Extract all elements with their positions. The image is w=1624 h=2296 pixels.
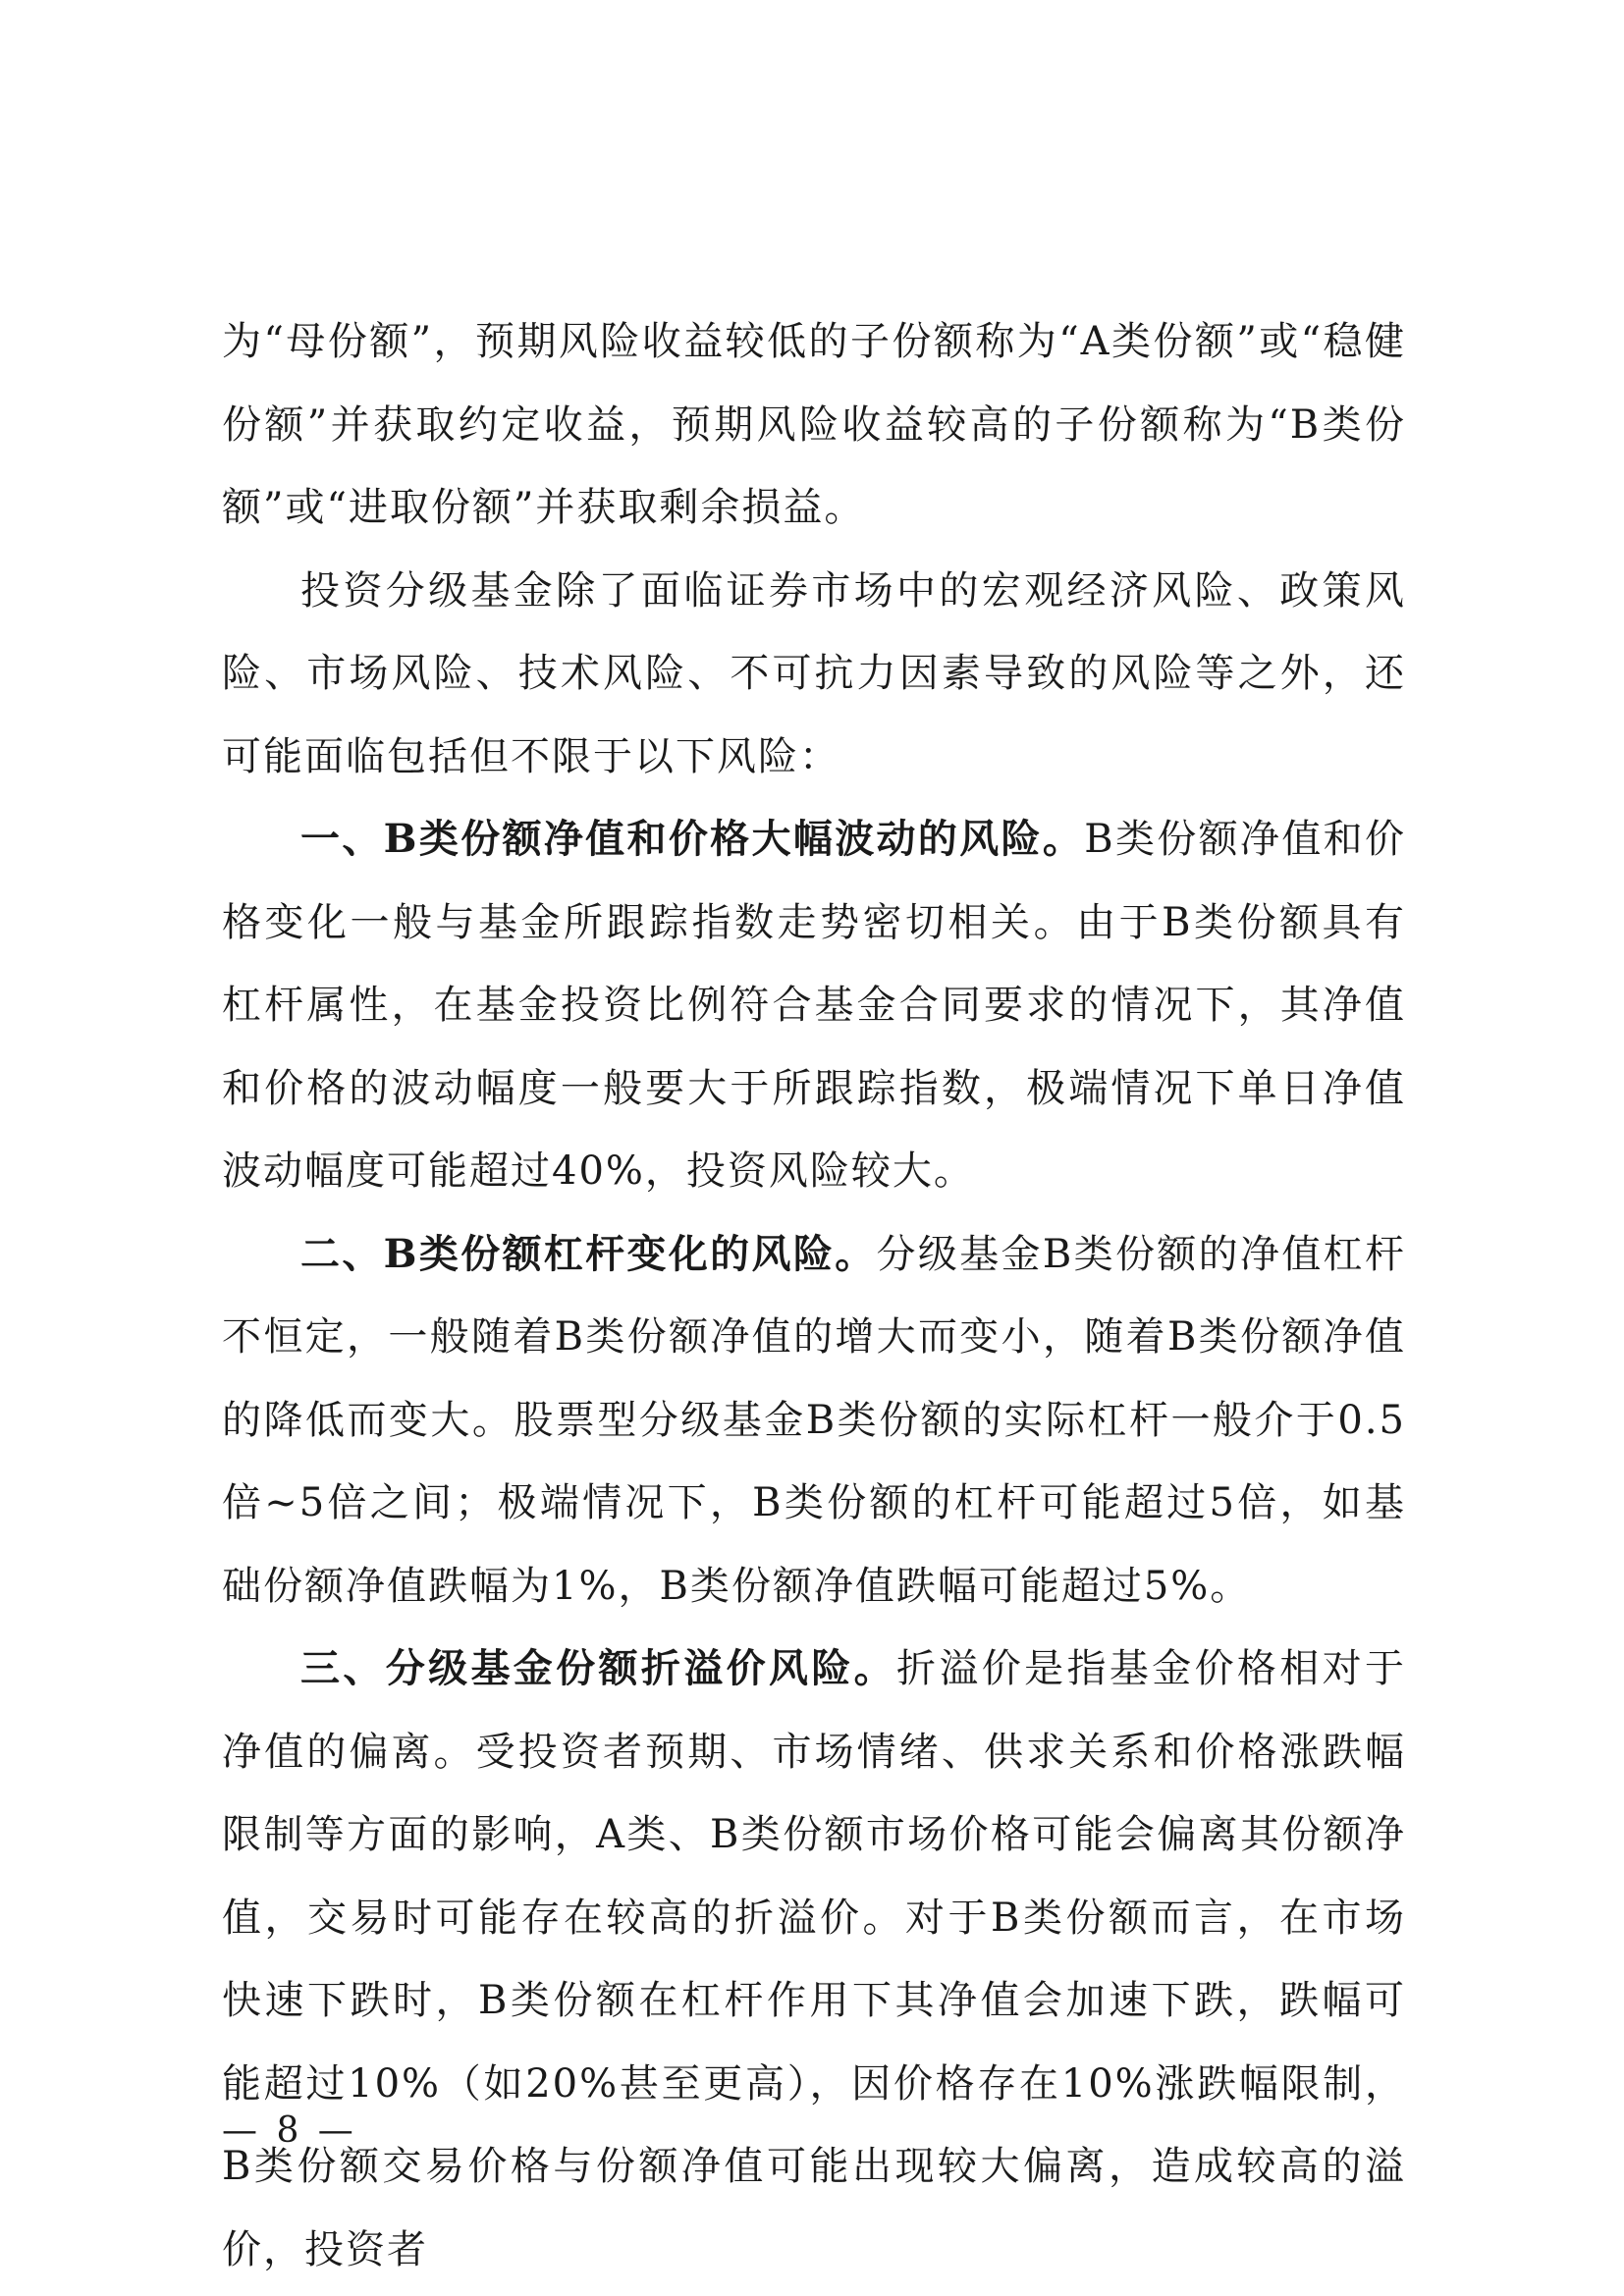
paragraph-share-definitions [222,300,1406,550]
paragraph-text: 分级基金B类份额的净值杠杆不恒定，一般随着B类份额净值的增大而变小，随着B类份额净值的降低而变大。股票型分级基金B类份额的实际杠杆一般介于0.5倍~5倍之间；极端情况下，B类份额的杠杆可能超过5倍，如基础份额净值跌幅为1%，B类份额净值跌幅可能超过5%。 [222,1231,1406,1609]
risk-heading: 一、B类份额净值和价格大幅波动的风险。 [300,816,1085,862]
paragraph-risk-1 [222,798,1406,1213]
risk-heading: 三、分级基金份额折溢价风险。 [300,1645,897,1691]
paragraph-text: 投资分级基金除了面临证券市场中的宏观经济风险、政策风险、市场风险、技术风险、不可抗力因素导致的风险等之外，还可能面临包括但不限于以下风险： [222,567,1406,779]
paragraph-text: 为“母份额”，预期风险收益较低的子份额称为“A类份额”或“稳健份额”并获取约定收益，预期风险收益较高的子份额称为“B类份额”或“进取份额”并获取剩余损益。 [222,319,1406,530]
paragraph-text: B类份额净值和价格变化一般与基金所跟踪指数走势密切相关。由于B类份额具有杠杆属性，在基金投资比例符合基金合同要求的情况下，其净值和价格的波动幅度一般要大于所跟踪指数，极端情况下单日净值波动幅度可能超过40%，投资风险较大。 [222,817,1406,1194]
paragraph-text: 折溢价是指基金价格相对于净值的偏离。受投资者预期、市场情绪、供求关系和价格涨跌幅限制等方面的影响，A类、B类份额市场价格可能会偏离其份额净值，交易时可能存在较高的折溢价。对于B类份额而言，在市场快速下跌时，B类份额在杠杆作用下其净值会加速下跌，跌幅可能超过10%（如20%甚至更高），因价格存在10%涨跌幅限制，B类份额交易价格与份额净值可能出现较大偏离，造成较高的溢价，投资者 [222,1646,1407,2272]
risk-heading: 二、B类份额杠杆变化的风险。 [300,1230,877,1277]
page-number: — 8 — [222,2110,357,2151]
document-body [222,300,1406,2291]
paragraph-risk-intro [222,550,1406,799]
paragraph-risk-2 [222,1213,1406,1629]
paragraph-risk-3 [222,1628,1406,2291]
